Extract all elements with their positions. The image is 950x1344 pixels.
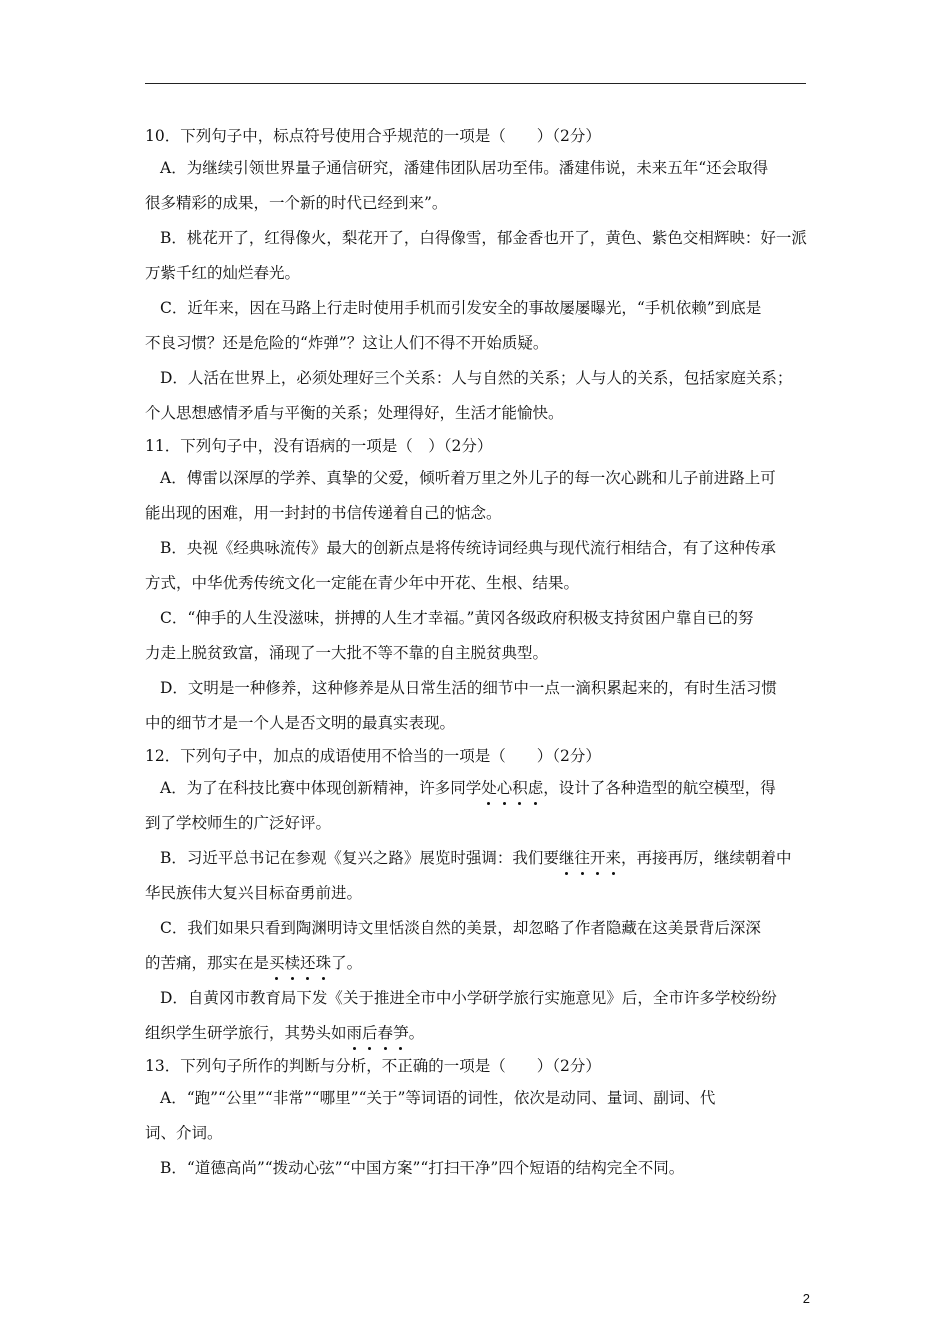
- option-c-line-1: C．近年来，因在马路上行走时使用手机而引发安全的事故屡屡曝光，“手机依赖”到底是: [160, 299, 762, 317]
- header-rule: [145, 83, 806, 84]
- dotted-char: 继: [559, 841, 575, 876]
- option-a-line-1: [145, 771, 811, 806]
- option-b-line-1: B．央视《经典咏流传》最大的创新点是将传统诗词经典与现代流行相结合，有了这种传承: [160, 539, 776, 557]
- dotted-char: 春: [378, 1016, 394, 1051]
- dotted-char: 虑: [528, 771, 544, 806]
- option-text: 组织学生研学旅行，其势头如: [145, 1024, 347, 1042]
- option-b-line-1: [145, 841, 811, 876]
- option-a-line-1: A．为继续引领世界量子通信研究，潘建伟团队居功至伟。潘建伟说，未来五年“还会取得: [160, 159, 769, 177]
- option-b-line-2: 方式，中华优秀传统文化一定能在青少年中开花、生根、结果。: [145, 574, 580, 592]
- option-a-line-1: A．傅雷以深厚的学养、真挚的父爱，倾听着万里之外儿子的每一次心跳和儿子前进路上可: [160, 469, 776, 487]
- option-c-line-1: C．我们如果只看到陶渊明诗文里恬淡自然的美景，却忽略了作者隐藏在这美景背后深深: [160, 919, 761, 937]
- option-c-line-2: 力走上脱贫致富，涌现了一大批不等不靠的自主脱贫典型。: [145, 644, 549, 662]
- exam-content: [145, 121, 811, 1186]
- option-b-line-1: B．桃花开了，红得像火，梨花开了，白得像雪，郁金香也开了，黄色、紫色交相辉映：好一派: [160, 229, 807, 247]
- option-text: ，再接再厉，继续朝着中: [620, 849, 792, 867]
- option-text: 的苦痛，那实在是: [145, 954, 270, 972]
- dotted-char: 开: [590, 841, 606, 876]
- dotted-char: 积: [512, 771, 528, 806]
- option-d-line-2: 中的细节才是一个人是否文明的最真实表现。: [145, 714, 456, 732]
- option-b-line-2: 华民族伟大复兴目标奋勇前进。: [145, 884, 363, 902]
- option-a-line-1: A．“跑”“公里”“非常”“哪里”“关于”等词语的词性，依次是动同、量词、副词、代: [160, 1089, 716, 1107]
- option-d-line-1: D．自黄冈市教育局下发《关于推进全市中小学研学旅行实施意见》后，全市许多学校纷纷: [160, 989, 777, 1007]
- dotted-char: 还: [300, 946, 316, 981]
- option-d-line-1: D．文明是一种修养，这种修养是从日常生活的细节中一点一滴积累起来的，有时生活习惯: [160, 679, 777, 697]
- question-stem: 13．下列句子所作的判断与分析，不正确的一项是（ ）（2分）: [145, 1057, 601, 1075]
- option-a-line-2: 能出现的困难，用一封封的书信传递着自己的惦念。: [145, 504, 502, 522]
- option-c-line-2: 不良习惯？还是危险的“炸弹”？这让人们不得不开始质疑。: [145, 334, 549, 352]
- option-a-line-2: 词、介词。: [145, 1124, 223, 1142]
- page-number: 2: [802, 1291, 810, 1306]
- dotted-char: 雨: [347, 1016, 363, 1051]
- question-stem: 11．下列句子中，没有语病的一项是（ ）（2分）: [145, 437, 493, 455]
- option-c-line-1: C．“伸手的人生没滋味，拼搏的人生才幸福。”黄冈各级政府积极支持贫困户靠自已的努: [160, 609, 754, 627]
- question-11: [145, 431, 811, 741]
- dotted-char: 笋: [393, 1016, 409, 1051]
- option-text: 了。: [331, 954, 363, 972]
- option-text: ，设计了各种造型的航空模型，得: [543, 779, 776, 797]
- question-10: [145, 121, 811, 431]
- option-d-line-2: [145, 1016, 811, 1051]
- option-a-line-2: 到了学校师生的广泛好评。: [145, 814, 332, 832]
- question-stem: 10．下列句子中，标点符号使用合乎规范的一项是（ ）（2分）: [145, 127, 601, 145]
- dotted-char: 后: [362, 1016, 378, 1051]
- option-text: A．为了在科技比赛中体现创新精神，许多同学: [160, 779, 482, 797]
- dotted-char: 往: [574, 841, 590, 876]
- question-stem: 12．下列句子中，加点的成语使用不恰当的一项是（ ）（2分）: [145, 747, 601, 765]
- option-b-line-2: 万紫千红的灿烂春光。: [145, 264, 301, 282]
- option-c-line-2: [145, 946, 811, 981]
- option-d-line-2: 个人思想感情矛盾与平衡的关系；处理得好，生活才能愉快。: [145, 404, 564, 422]
- option-b-line-1: B．“道德高尚”“拨动心弦”“中国方案”“打扫干净”四个短语的结构完全不同。: [160, 1159, 685, 1177]
- option-text: 。: [408, 1024, 425, 1042]
- option-a-line-2: 很多精彩的成果，一个新的时代已经到来”。: [145, 194, 448, 212]
- dotted-char: 买: [269, 946, 285, 981]
- question-12: [145, 741, 811, 1051]
- question-13: [145, 1051, 811, 1186]
- dotted-char: 处: [481, 771, 497, 806]
- option-text: B．习近平总书记在参观《复兴之路》展览时强调：我们要: [160, 849, 559, 867]
- dotted-char: 来: [605, 841, 621, 876]
- dotted-char: 心: [497, 771, 513, 806]
- dotted-char: 珠: [316, 946, 332, 981]
- dotted-char: 椟: [285, 946, 301, 981]
- option-d-line-1: D．人活在世界上，必须处理好三个关系：人与自然的关系；人与人的关系，包括家庭关系；: [160, 369, 793, 387]
